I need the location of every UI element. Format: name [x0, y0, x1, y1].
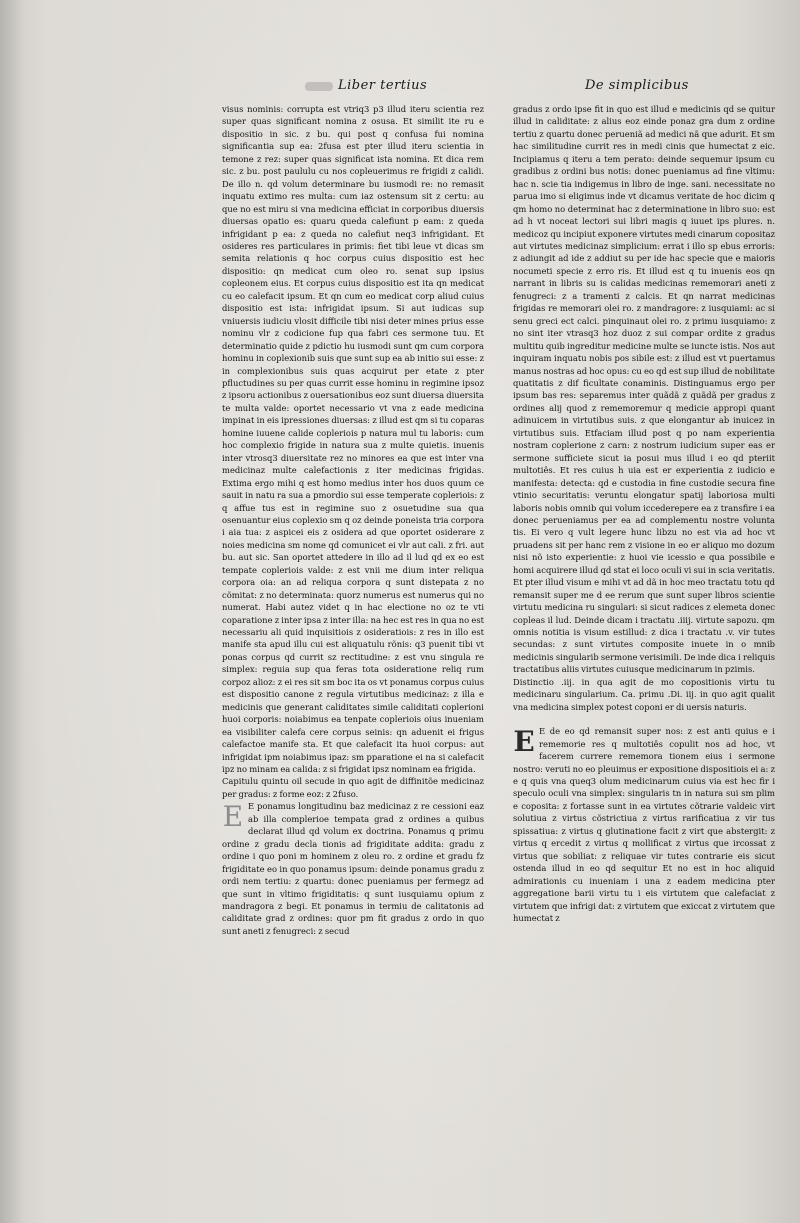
ink-smudge [305, 82, 333, 91]
paragraph-gap [513, 713, 775, 725]
left-paragraph-2: E ponamus longitudinu baz medicinaz z re cessioni eaz ab illa complerioe tempata grad z ordines a quibus declarat illud qd volum ex doctrina. Ponamus q primu ordine z gradu decla tionis ad frigiditate addita: gradu z ordine i quo poni m hominem z oleu ro. z ordine et gradu fz frigiditate eo in quo ponamus ipsum: deinde ponamus gradu z ordi nem tertiu: z quartu: donec pueniamus per fermegz ad que sunt in vltimo frigiditatis: q sunt iusquiamu opium z mandragora z begi. Et ponamus in termiu de calitatonis ad caliditate grad z ordines: quor pm fit gradus z ordo in quo sunt aneti z fenugreci: z secud [222, 801, 484, 936]
right-column [513, 103, 775, 975]
initial-e-drop-cap-icon: E [222, 800, 244, 834]
right-chapter-heading: Distinctio .iij. in qua agit de mo copositionis virtu tu medicinaru singularium. Ca. primu .Di. iij. in quo agit qualit vna medicina simplex potest coponi er di uersis naturis. [513, 676, 775, 712]
right-paragraph-1: gradus z ordo ipse fit in quo est illud e medicinis qd se quitur illud in caliditate: z alius eoz einde ponaz gra dum z ordine tertiu z quartu donec perueniã ad medici nã que adurit. Et sm hac similitudine currit res in medi cinis que humectat z eic. Incipiamus q iteru a tem perato: deinde sequemur ipsum cu gradibus z ordini bus notis: donec pueniamus ad fine vltimu: hac n. scie tia indigemus in libro de inge. sani. necessitate no parua imo si eligimus inde vt dicamus veritate de hoc dicim q qm homo no determinat hac z determinatione in libro suo: est ad h vt noceat lectori sui libri magis q iuuet ips plures. n. medicoz qu incipiut exponere virtutes medi cinarum copositaz aut virtutes medicinaz simplicium: errat i illo sp ebus erroris: z adiungit ad ide z addiut su per ide hac specie que e maioris nocumeti specie z erro ris. Et illud est q tu inuenis eos qn narrant in libris su is calidas medicinas rememorari aneti z fenugreci: z a tramenti z calcis. Et qn narrat medicinas frigidas re memorari olei ro. z mandragore: z iusquiami: ac si senu greci ect calci. pinquinaut olei ro. z primu iusquiamo: z no sint iter vtrasq3 hoz duoz z sui compar ordite z gradus multitu quib ingreditur medicine multe se iuncte istis. Nos aut inquiram inquatu nobis pos sibile est: z illud est vt puertamus manus nostras ad hoc opus: cu eo qd est sup illud de nobilitate quatitatis z dif ficultate conaminis. Distinguamus ergo per ipsum bas res: separemus inter quãdã z quãdã per gradus z ordines alij quod z rememoremur q medicie appropi quant adinuicem in virtutibus suis. z que elongantur ab inuicez in virtutibus suis. Etfaciam illud post q po nam experientia nostram coplerione z carn: z nostrum iudicium super eas er sermone sufficiete sicut ia posui mus illud i eo qd pteriit multotiês. Et res cuius h uia est er experientia z iudicio e manifesta: detecta: qd e custodia in fine custodie secura fine vtinio securitatis: veruntu elongatur spatij laboriosa multi laboris nobis omnib qui volum iccederepere ea z transfire i ea donec perueniamus per ea ad complementu nostre volunta tis. Ei vero q vult legere hunc libzu no est via ad hoc vt pruadens sit per hanc rem z visione in eo er aliquo mo dozum nisi nõ isto experientie: z huoi vie icessio e qua possibile e homi acquirere illud qd stat ei loco oculi vi sui in scia veritatis. Et pter illud visum e mihi vt ad dã in hoc meo tractatu totu qd remansit super me d ee rerum que sunt super libros scientie virtutu medicina ru singulari: si sicut radices z elemeta donec copleas il lud. Deinde dicam i tractatu .iiij. virtute sapozu. qm omnis notitia is visum estillud: z dica i tractatu .v. vir tutes secundas: z sunt virtutes composite inuete in o mnib medicinis singularib sermone verisimili. De inde dica i reliquis tractatibus aliis virtutes cuiusque medicinarum in pzimis. [513, 104, 775, 675]
left-paragraph-1: visus nominis: corrupta est vtriq3 p3 illud iteru scientia rez super quas significant nomina z osusa. Et similit ite ru e dispositio in sic. z bu. qui post q confusa fui nomina significantia sup ea: 2fusa est pter illud iteru scientia in temone z rez: super quas significat ista nomina. Et dica rem sic. z bu. post paululu cu nos copleuerimus re frigidi z calidi. De illo n. qd volum determinare bu iusmodi re: no remasit inquatu extimo res multa: cum iaz ostensum sit z certu: au que no est miru si vna medicina efficiat in corporibus diuersis diuersas opatio es: quaru queda calefiunt p eam: z queda infrigidant p ea: z queda no calefiut neq3 infrigidant. Et osideres res particulares in primis: fiet tibi leue vt dicas sm semita relationis q hoc corpus cuius dispositio est hec dispositio: qn medicat cum oleo ro. senat sup ipsius copleonem eius. Et corpus cuius dispositio est ita qn medicat cu eo calefacit ipsum. Et qn cum eo medicat corp aliud cuius dispositio est ista: infrigidat ipsum. Si aut iudicas sup vniuersis iudiciu vlosit difficile tibi nisi deter mines prius esse nominu vlr z codicione fup qua fabri ces sermone tuu. Et determinatio quide z pdictio hu iusmodi sunt qm cum corpora hominu in coplexionib suis que sunt sup ea ab initio sui esse: z in complexionibus suis quas acquirut per etate z pter pfluctudines su per quas currit esse hominu in regimine ipsoz z ipsoru actionibus z ouersationibus eoz sunt diuersa diuersita te multa valde: oportet necessario vt vna z eade medicina impinat in eis ipressiones diuersas: z illud est qm si tu coparas homine iuuene calide copleriois p natura mul tu laboris: cum hoc complexio frigide in natura sua z multe quietis. inuenis inter vtrosq3 diuersitate rez no minores ea que est inter vna medicinaz multe calefactionis z iter medicinas frigidas. Extima ergo mihi q est homo medius inter hos duos quum ce sauit in natu ra sua a pmordio sui esse temperate copleriois: z q affue tus est in regimine suo z osuetudine sua qua osenuantur eius coplexio sm q oz deinde poneista tria corpora i aia tua: z aspicei eis z osidera ad que oportet osiderare z noies medicina sm nome qd comunicet ei vlr aut cali. z fri. aut bu. aut sic. San oportet attedere in illo ad il lud qd ex eo est tempate copleriois valde: z est vnii me dium inter reliqua corpora oia: an ad reliqua corpora q sunt distepata z no cõmitat: z no determinata: quorz numerus est numerus qui no numerat. Habi autez videt q in hac electione no oz te vti coparatione z inter ipsa z inter illa: na hec est res in qua no est necessariu ali quid inquisitiois z osideratiois: z res in illo est manife sta apud illu cui est aliquatulu rõnis: q3 puenit tibi vt ponas corpus qd currit sz rectitudine: z est vnu singula re simplex: reguia sup qua feras tota osideratione reliq rum corpoz alioz: z ei res sit sm boc ita os vt ponamus corpus cuius est dispositio canone z regula virtutibus medicinaz: z illa e medicinis que generant caliditates simile caliditati coplerioni huoi corporis: noiabimus ea tenpate copleriois oius inueniam ea visibiliter calefa cere corpus seinis: qn aduenit ei frigus calefactoe manife sta. Et que calefacit ita huoi corpus: aut infrigidat ipm noiabimus ipaz: sm pparatione ei na si calefacit ipz no minam ea calida: z si frigidat ipsz nominam ea frigida. [222, 104, 484, 775]
right-paragraph-2: E de eo qd remansit super nos: z est anti quius e i rememorie res q multotiês copulit nos ad hoc, vt facerem currere rememora tionem eius i sermone nostro: veruti no eo pleuimus er expositione dispositiois ei a: z e q quis vna queq3 olum medicinarum cuius via est hec fir i speculo oculi vna simplex: singularis tn in natura sui sm plim e coposita: z fortasse sunt in ea virtutes cõtrarie valdeic virt solutiua z virtus cõstrictiua z virtus rarificatiua z vir tus spissatiua: z virtus q glutinatione facit z virt que abstergit: z virtus q ercedit z virtus q mollificat z virtus que ircossat z virtus que sobiliat: z reliquae vir tutes contrarie eis sicut ostenda illud in eo qd sequitur Et no est in hoc aliquid admirationis cu inueniam i una z eadem medicina pter aggregatione barii virtu tu i eis virtutem que calefaciat z virtutem que infrigi dat: z virtutem que exiccat z virtutem que humectat z [513, 726, 775, 923]
running-head-left: Liber tertius [338, 78, 428, 93]
left-chapter-heading: Capitulu quintu oil secude in quo agit de diffinitõe medicinaz per gradus: z forme eoz: z 2fuso. [222, 776, 484, 799]
left-column [222, 103, 484, 987]
gutter-shadow [0, 0, 24, 1223]
initial-e-drop-cap-icon: E [513, 725, 535, 759]
running-head-right: De simplicibus [585, 78, 689, 93]
